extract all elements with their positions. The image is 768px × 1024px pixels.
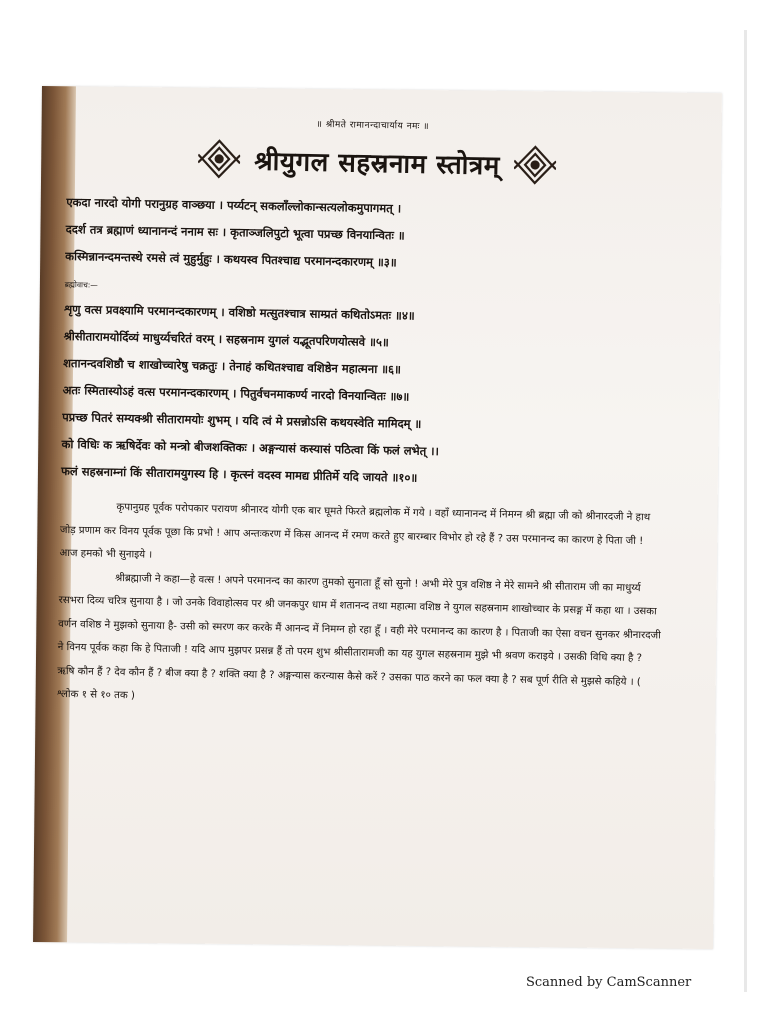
verse-line: श्रीसीतारामयोर्दिव्यं माधुर्य्यचरितं वरम् । सहस्रनाम युगलं यद्भूतपरिणयोत्सवे ॥५॥ — [63, 328, 389, 350]
invocation-line: ॥ श्रीमते रामानन्दाचार्याय नमः ॥ — [316, 119, 430, 132]
page-edge — [744, 30, 747, 992]
left-ornament-icon — [198, 138, 241, 181]
opening-verses — [65, 189, 716, 282]
verse-line: कस्मिन्नानन्दमन्तस्थे रमसे त्वं मुहुर्मुहुः । कथयस्व पितश्चाद्य परमानन्दकारणम् ॥३॥ — [65, 248, 397, 270]
prose-paragraph: श्रीब्रह्माजी ने कहा—हे वत्स ! अपने परमानन्द का कारण तुमको सुनाता हूँ सो सुनो ! अभी मेरे पुत्र वशिष्ठ ने मेरे सामने श्री सीताराम जी का माधुर्य्य रसभरा दिव्य चरित्र सुनाया है । जो उनके विवाहोत्सव पर श्री जनकपुर धाम में शतानन्द तथा महात्मा वशिष्ठ ने युगल सहस्रनाम शाखोच्चार के प्रसङ्ग में कहा था । उसका वर्णन वशिष्ठ ने मुझको सुनाया है- उसी को स्मरण कर करके मैं आनन्द में निमग्न हो रहा हूँ । वही मेरे परमानन्द का कारण है । पिताजी का ऐसा वचन सुनकर श्रीनारदजी ने विनय पूर्वक कहा कि हे पिताजी ! यदि आप मुझपर प्रसन्न हैं तो परम शुभ श्रीसीतारामजी का यह युगल सहस्रनाम मुझे भी श्रवण कराइये । उसकी विधि क्या है ? ऋषि कौन हैं ? देव कौन हैं ? बीज क्या है ? शक्ति क्या है ? अङ्गन्यास करन्यास कैसे करें ? उसका पाठ करने का फल क्या है ? सब पूर्ण रीति से मुझसे कहिये । ( श्लोक १ से १० तक ) — [56, 572, 661, 702]
document-content — [57, 112, 718, 719]
verse-line: अतः स्मितास्योऽहं वत्स परमानन्दकारणम् । पितुर्वचनमाकर्ण्य नारदो विनयान्वितः ॥७॥ — [62, 382, 410, 404]
speaker-label: ब्रह्मोवाच:— — [64, 279, 98, 290]
verse-line: शतानन्दवशिष्ठौ च शाखोच्चारेषु चक्रतुः । तेनाहं कथितश्चाद्य वशिष्ठेन महात्मना ॥६॥ — [63, 355, 402, 377]
verse-line: शृणु वत्स प्रवक्ष्यामि परमानन्दकारणम् । वशिष्ठो मत्सुतश्चात्र साम्प्रतं कथितोऽमतः ॥४॥ — [64, 301, 415, 323]
title-row — [37, 134, 718, 189]
verse-line: पप्रच्छ पितरं सम्यक्श्री सीतारामयोः शुभम् । यदि त्वं मे प्रसन्नोऽसि कथयस्वेति मामिदम् ॥ — [62, 409, 422, 431]
prose-translation — [57, 495, 665, 718]
verse-line: ददर्श तत्र ब्रह्माणं ध्यानानन्दं ननाम सः । कृताञ्जलिपुटो भूत्वा पप्रच्छ विनयान्वितः ॥ — [65, 221, 405, 243]
page-title: श्रीयुगल सहस्रनाम स्तोत्रम् — [253, 146, 501, 182]
scanner-credit: Scanned by CamScanner — [526, 975, 692, 990]
verses — [61, 296, 715, 497]
verse-line: एकदा नारदो योगी परानुग्रह वाञ्छया । पर्य्यटन् सकलाँल्लोकान्सत्यलोकमुपागमत् । — [66, 194, 402, 216]
prose-paragraph: कृपानुग्रह पूर्वक परोपकार परायण श्रीनारद योगी एक बार घूमते फिरते ब्रह्मलोक में गये । वहाँ ध्यानानन्द में निमग्न श्री ब्रह्मा जी को श्रीनारदजी ने हाथ जोड़ प्रणाम कर विनय पूर्वक पूछा कि प्रभो ! आप अन्तःकरण में किस आनन्द में रमण करते हुए बारम्बार विभोर हो रहे हैं ? उस परमानन्द का कारण हे पिता जी ! आज हमको भी सुनाइये । — [59, 502, 651, 561]
verse-line: फलं सहस्रनाम्नां किं सीतारामयुगस्य हि । कृत्स्नं वदस्व मामद्य प्रीतिर्मे यदि जायते ॥१०॥ — [60, 463, 418, 485]
right-ornament-icon — [513, 144, 556, 187]
verse-line: को विधिः क ऋषिर्देवः को मन्त्रो बीजशक्तिकः । अङ्गन्यासं कस्यासं पठित्वा किं फलं लभेत् ।। — [61, 436, 440, 459]
